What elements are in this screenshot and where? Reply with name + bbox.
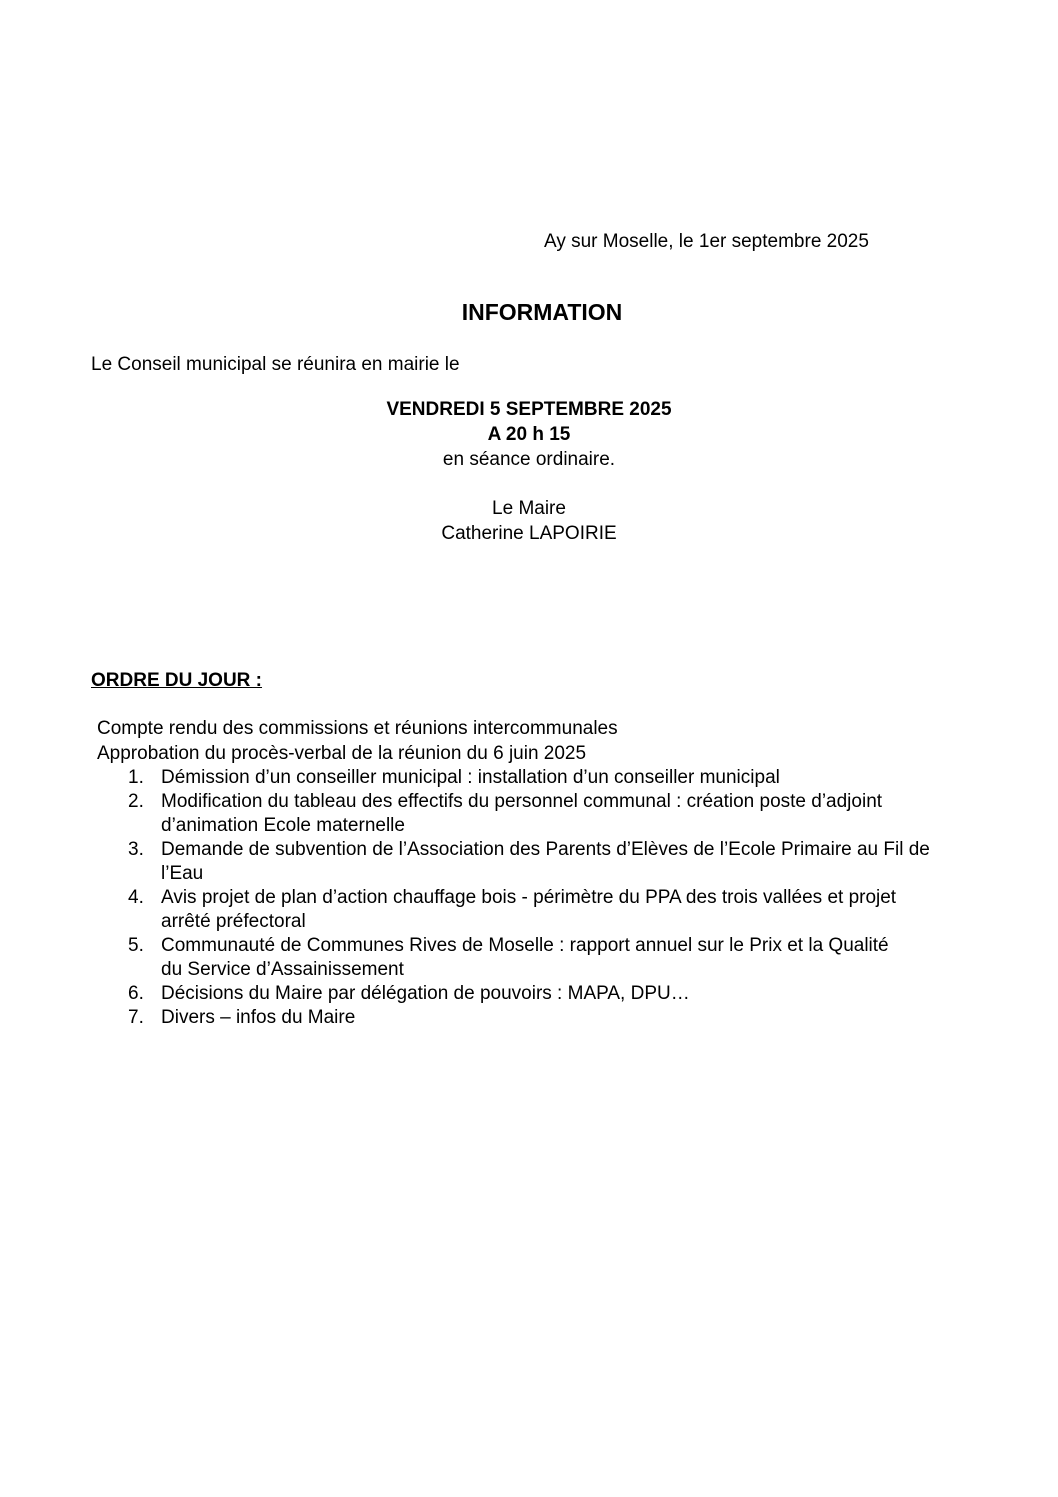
- agenda-item: [128, 982, 988, 1006]
- agenda-item-number: 5.: [128, 935, 144, 956]
- agenda-heading: ORDRE DU JOUR :: [91, 670, 263, 691]
- meeting-type: en séance ordinaire.: [442, 449, 616, 470]
- signer-name: Catherine LAPOIRIE: [441, 523, 617, 544]
- agenda-item: [128, 1006, 988, 1030]
- intro-text: Le Conseil municipal se réunira en mairie le: [91, 354, 460, 375]
- agenda-item-number: 2.: [128, 791, 144, 812]
- document-title: INFORMATION: [461, 299, 623, 325]
- agenda-item-text: Divers – infos du Maire: [161, 1007, 356, 1028]
- agenda-item: [128, 934, 906, 982]
- agenda-item-text: Demande de subvention de l’Association des Parents d’Elèves de l’Ecole Primaire au Fil de l’Eau: [161, 839, 930, 884]
- agenda-item-text: Avis projet de plan d’action chauffage bois - périmètre du PPA des trois vallées et projet arrêté préfectoral: [161, 887, 897, 932]
- meeting-time: A 20 h 15: [487, 424, 571, 445]
- agenda-item-number: 6.: [128, 983, 144, 1004]
- agenda-item: [128, 886, 933, 934]
- agenda-item-text: Démission d’un conseiller municipal : installation d’un conseiller municipal: [161, 767, 780, 788]
- agenda-list: [128, 766, 988, 1030]
- agenda-item-text: Communauté de Communes Rives de Moselle : rapport annuel sur le Prix et la Qualité du Service d’Assainissement: [161, 935, 889, 980]
- meeting-date: VENDREDI 5 SEPTEMBRE 2025: [386, 399, 672, 420]
- agenda-preamble-item: Compte rendu des commissions et réunions intercommunales: [97, 718, 618, 739]
- agenda-item-text: Modification du tableau des effectifs du personnel communal : création poste d’adjoint d’animation Ecole maternelle: [161, 791, 883, 836]
- place-date-line: Ay sur Moselle, le 1er septembre 2025: [544, 231, 869, 252]
- agenda-item-number: 7.: [128, 1007, 144, 1028]
- agenda-item-text: Décisions du Maire par délégation de pouvoirs : MAPA, DPU…: [161, 983, 690, 1004]
- agenda-item: [128, 838, 969, 886]
- agenda-item: [128, 790, 969, 838]
- signer-role: Le Maire: [492, 498, 566, 519]
- agenda-item-number: 4.: [128, 887, 144, 908]
- agenda-item-number: 1.: [128, 767, 144, 788]
- agenda-preamble-item: Approbation du procès-verbal de la réunion du 6 juin 2025: [97, 743, 587, 764]
- agenda-item: [128, 766, 988, 790]
- agenda-item-number: 3.: [128, 839, 144, 860]
